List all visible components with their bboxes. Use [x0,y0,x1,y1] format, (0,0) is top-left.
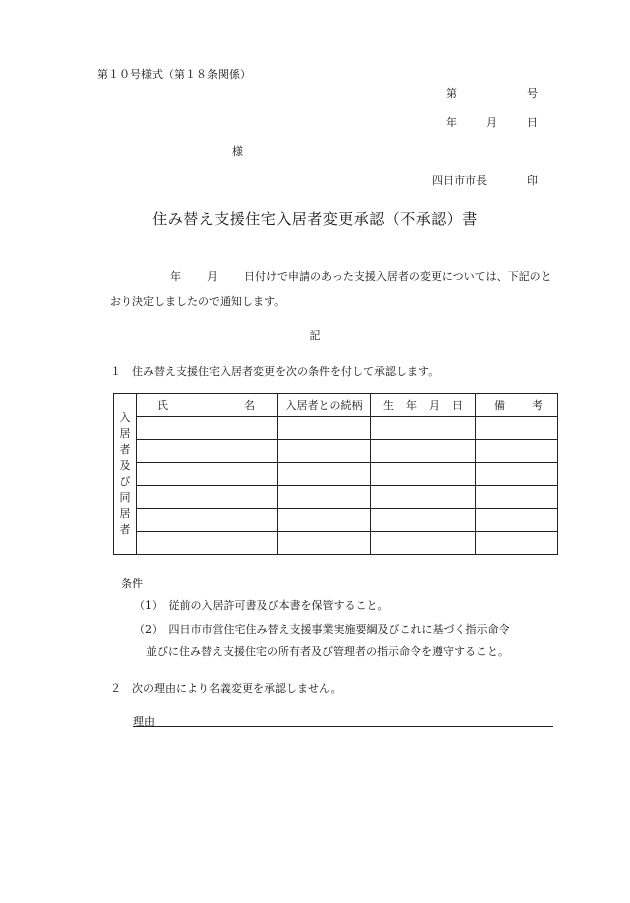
row-label-char: 同 [119,491,131,504]
header-relation: 入居者との続柄 [278,394,371,417]
header-birth-char: 月 [429,399,440,412]
issue-date-month: 月 [486,116,497,129]
table-row [114,486,558,509]
cell-birth[interactable] [371,440,476,463]
cell-birth[interactable] [371,417,476,440]
row-label-char: び [119,475,131,488]
cell-note[interactable] [476,440,558,463]
body-month: 月 [207,270,218,283]
condition-1: （1） 従前の入居許可書及び本書を保管すること。 [134,599,389,612]
row-label-char: 入 [119,411,131,424]
issuer-name: 四日市市長 [432,174,487,187]
header-name-left: 氏 [157,399,168,412]
cell-note[interactable] [476,486,558,509]
condition-2-line-2: 並びに住み替え支援住宅の所有者及び管理者の指示命令を遵守すること。 [146,645,509,658]
conditions-title: 条件 [121,577,143,590]
seal-mark: 印 [527,174,538,187]
table-row [114,440,558,463]
header-birth-char: 日 [452,399,463,412]
row-label-char: 者 [119,443,131,456]
row-label-char: 者 [119,523,131,536]
cell-relation[interactable] [278,486,371,509]
cell-relation[interactable] [278,463,371,486]
cell-birth[interactable] [371,486,476,509]
ki-heading: 記 [309,329,321,342]
item-2-text: ２ 次の理由により名義変更を承認しません。 [110,682,342,695]
table-row [114,463,558,486]
table-row [114,532,558,555]
cell-name[interactable] [137,440,278,463]
header-name-right: 名 [244,399,255,412]
cell-relation[interactable] [278,417,371,440]
cell-birth[interactable] [371,509,476,532]
document-number-prefix: 第 [446,87,457,100]
document-number-suffix: 号 [527,87,538,100]
header-note-char: 考 [532,399,543,412]
body-line-2: おり決定しましたので通知します。 [110,295,286,308]
cell-birth[interactable] [371,463,476,486]
cell-note[interactable] [476,509,558,532]
row-label-vertical [114,394,137,555]
members-table [113,393,558,555]
form-number: 第１０号様式（第１８条関係） [97,68,251,81]
reason-underline[interactable] [133,726,553,727]
header-birth [371,394,476,417]
cell-relation[interactable] [278,509,371,532]
item-1-text: １ 住み替え支援住宅入居者変更を次の条件を付して承認します。 [110,365,440,378]
table-row [114,417,558,440]
body-line-1 [170,268,552,284]
header-birth-char: 年 [406,399,417,412]
header-note-char: 備 [494,399,505,412]
cell-name[interactable] [137,509,278,532]
row-label-char: 居 [119,427,131,440]
row-label-char: 居 [119,507,131,520]
cell-note[interactable] [476,463,558,486]
members-table-header [114,394,558,417]
cell-name[interactable] [137,532,278,555]
header-note [476,394,558,417]
cell-relation[interactable] [278,532,371,555]
addressee-suffix: 様 [232,145,243,158]
cell-relation[interactable] [278,440,371,463]
body-line-1-text: 日付けで申請のあった支援入居者の変更については、下記のと [244,270,552,283]
reason-label: 理由 [133,715,155,728]
issue-date-day: 日 [527,116,538,129]
header-birth-char: 生 [383,399,394,412]
issue-date-year: 年 [446,116,457,129]
cell-name[interactable] [137,417,278,440]
body-year: 年 [170,270,181,283]
cell-note[interactable] [476,417,558,440]
header-name [137,394,278,417]
table-row [114,509,558,532]
condition-2-line-1: （2） 四日市市営住宅住み替え支援事業実施要綱及びこれに基づく指示命令 [134,623,510,636]
document-title: 住み替え支援住宅入居者変更承認（不承認）書 [152,210,478,228]
cell-name[interactable] [137,463,278,486]
cell-note[interactable] [476,532,558,555]
cell-birth[interactable] [371,532,476,555]
cell-name[interactable] [137,486,278,509]
row-label-char: 及 [119,459,131,472]
